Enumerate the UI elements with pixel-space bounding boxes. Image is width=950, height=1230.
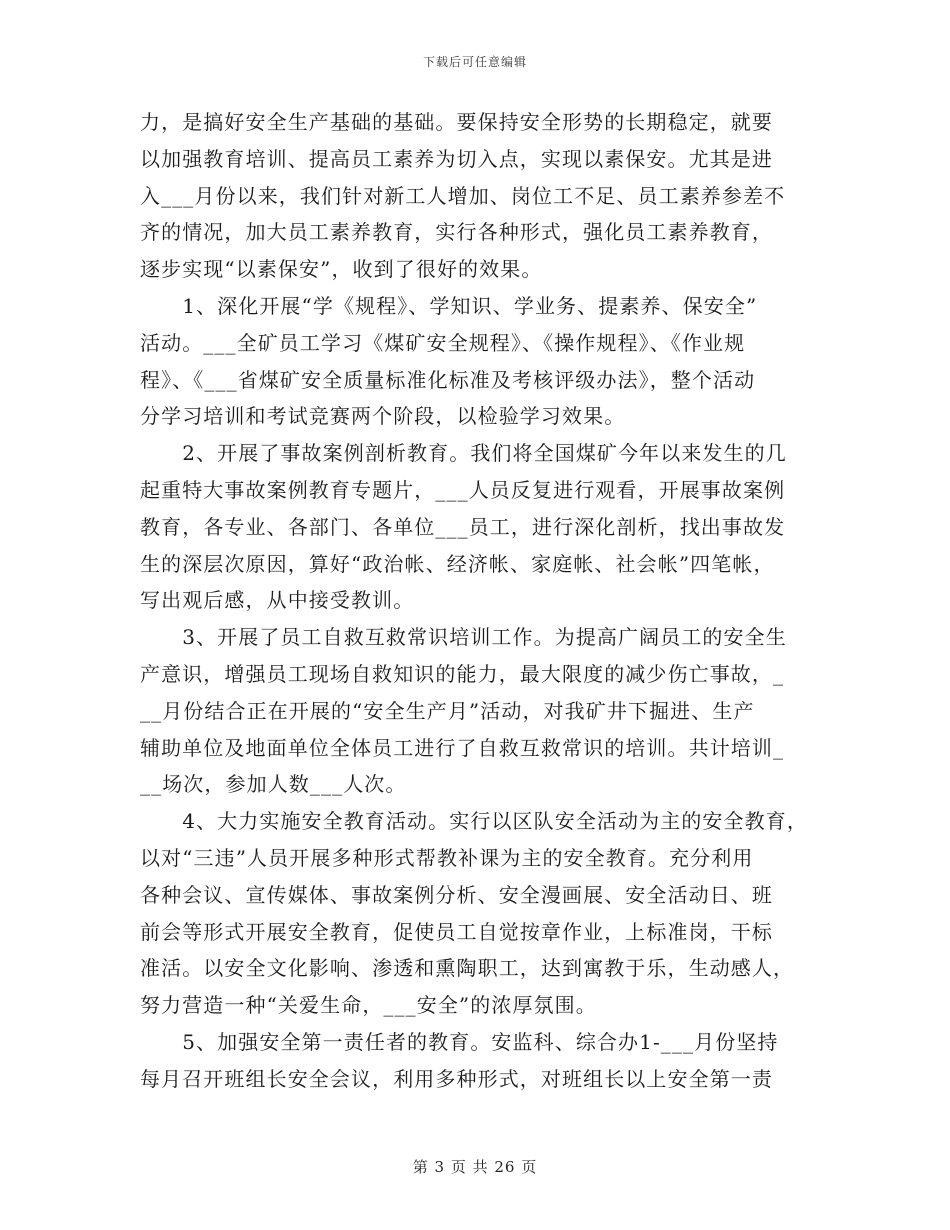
- body-line: 各种会议、宣传媒体、事故案例分析、安全漫画展、安全活动日、班: [140, 882, 773, 907]
- body-line: 以对“三违”人员开展多种形式帮教补课为主的安全教育。充分利用: [140, 845, 754, 870]
- page-header: 下载后可任意编辑: [422, 55, 527, 69]
- body-line: 逐步实现“以素保安”，收到了很好的效果。: [140, 257, 543, 282]
- body-line: 2、开展了事故案例剖析教育。我们将全国煤矿今年以来发生的几: [140, 441, 787, 466]
- body-line: 每月召开班组长安全会议，利用多种形式，对班组长以上安全第一责: [140, 1066, 773, 1091]
- body-line: 入___月份以来，我们针对新工人增加、岗位工不足、员工素养参差不: [140, 183, 786, 208]
- body-line: __场次，参加人数___人次。: [140, 772, 407, 797]
- body-line: 齐的情况，加大员工素养教育，实行各种形式，强化员工素养教育，: [140, 220, 773, 245]
- body-line: 教育，各专业、各部门、各单位___员工，进行深化剖析，找出事故发: [140, 514, 786, 539]
- body-line: 力，是搞好安全生产基础的基础。要保持安全形势的长期稳定，就要: [140, 110, 773, 134]
- body-line: 前会等形式开展安全教育，促使员工自觉按章作业，上标准岗，干标: [140, 919, 773, 944]
- body-line: 5、加强安全第一责任者的教育。安监科、综合办1-___月份坚持: [140, 1029, 779, 1054]
- page-number: 第 3 页 共 26 页: [412, 1158, 538, 1176]
- body-line: 以加强教育培训、提高员工素养为切入点，实现以素保安。尤其是进: [140, 146, 773, 171]
- body-line: 起重特大事故案例教育专题片，___人员反复进行观看，开展事故案例: [140, 477, 786, 502]
- body-line: 活动。___全矿员工学习《煤矿安全规程》、《操作规程》、《作业规: [140, 330, 746, 355]
- body-line: 4、大力实施安全教育活动。实行以区队安全活动为主的安全教育，: [140, 809, 808, 834]
- document-body: [140, 104, 820, 1098]
- body-line: 努力营造一种“关爱生命，___安全”的浓厚氛围。: [140, 993, 597, 1018]
- body-line: 生的深层次原因，算好“政治帐、经济帐、家庭帐、社会帐”四笔帐，: [140, 551, 775, 576]
- body-line: 准活。以安全文化影响、渗透和熏陶职工，达到寓教于乐，生动感人，: [140, 956, 795, 981]
- body-line: 3、开展了员工自救互救常识培训工作。为提高广阔员工的安全生: [140, 625, 787, 650]
- body-line: 分学习培训和考试竞赛两个阶段，以检验学习效果。: [140, 404, 626, 429]
- body-line: 辅助单位及地面单位全体员工进行了自救互救常识的培训。共计培训_: [140, 735, 785, 760]
- body-line: 程》、《___省煤矿安全质量标准化标准及考核评级办法》，整个活动: [140, 367, 756, 392]
- body-line: 1、深化开展“学《规程》、学知识、学业务、提素养、保安全”: [140, 293, 758, 318]
- body-line: 写出观后感，从中接受教训。: [140, 588, 415, 613]
- body-line: __月份结合正在开展的“安全生产月”活动，对我矿井下掘进、生产: [140, 698, 755, 723]
- body-line: 产意识，增强员工现场自救知识的能力，最大限度的减少伤亡事故，_: [140, 661, 785, 686]
